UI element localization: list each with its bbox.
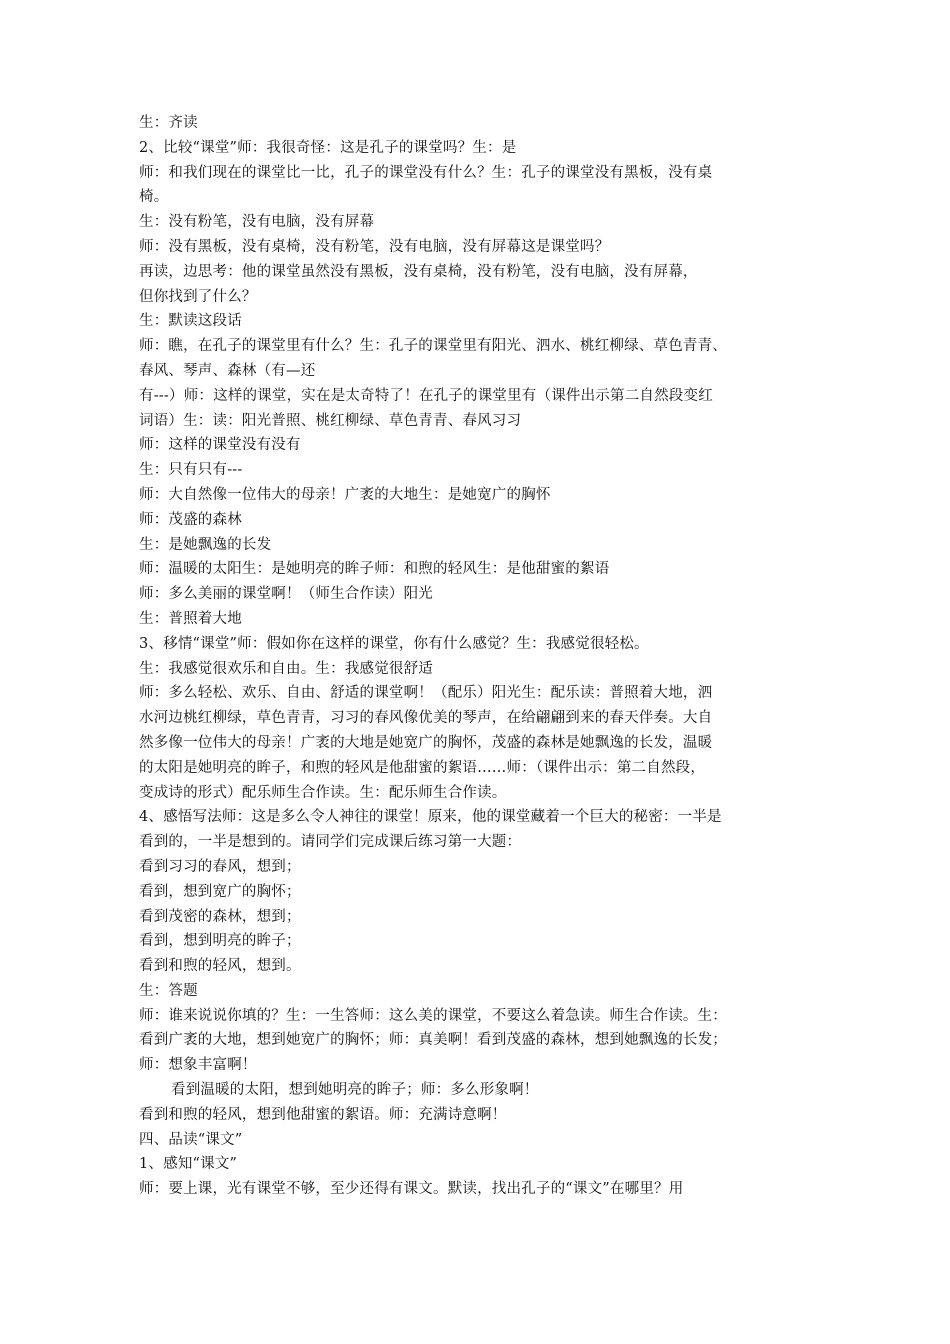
text-line: 看到温暖的太阳，想到她明亮的眸子；师：多么形象啊！: [171, 1082, 539, 1099]
text-line: 看到，想到宽广的胸怀；: [139, 883, 301, 900]
text-line: 师：多么美丽的课堂啊！（师生合作读）阳光: [139, 586, 433, 603]
text-line: 但你找到了什么？: [139, 288, 257, 305]
text-line: 看到和煦的轻风，想到。: [139, 958, 301, 975]
text-line: 4、感悟写法师：这是多么令人神往的课堂！原来，他的课堂藏着一个巨大的秘密：一半是: [139, 809, 722, 826]
text-line: 师：大自然像一位伟大的母亲！广袤的大地生：是她宽广的胸怀: [139, 486, 551, 503]
text-line: 看到茂密的森林，想到；: [139, 908, 301, 925]
text-line: 再读，边思考：他的课堂虽然没有黑板，没有桌椅，没有粉笔，没有电脑，没有屏幕，: [139, 263, 698, 280]
text-line: 的太阳是她明亮的眸子，和煦的轻风是他甜蜜的絮语……师：（课件出示：第二自然段，: [139, 759, 706, 776]
text-line: 水河边桃红柳绿，草色青青，习习的春风像优美的琴声，在给翩翩到来的春天伴奏。大自: [139, 710, 713, 727]
text-line: 生：普照着大地: [139, 610, 242, 627]
text-line: 看到习习的春风，想到；: [139, 858, 301, 875]
text-line: 有---）师：这样的课堂，实在是太奇特了！在孔子的课堂里有（课件出示第二自然段变红: [139, 387, 713, 404]
text-line: 生：我感觉很欢乐和自由。生：我感觉很舒适: [139, 660, 433, 677]
text-line: 看到和煦的轻风，想到他甜蜜的絮语。师：充满诗意啊！: [139, 1106, 507, 1123]
text-line: 生：齐读: [139, 115, 198, 131]
text-line: 四、品读“课文”: [139, 1131, 243, 1148]
text-line: 师：没有黑板，没有桌椅，没有粉笔，没有电脑，没有屏幕这是课堂吗？: [139, 238, 610, 255]
text-line: 然多像一位伟大的母亲！广袤的大地是她宽广的胸怀，茂盛的森林是她飘逸的长发，温暖: [139, 734, 713, 751]
text-line: 看到，想到明亮的眸子；: [139, 933, 301, 950]
text-line: 变成诗的形式）配乐师生合作读。生：配乐师生合作读。: [139, 784, 507, 801]
text-line: 师：多么轻松、欢乐、自由、舒适的课堂啊！（配乐）阳光生：配乐读：普照着大地，泗: [139, 685, 713, 702]
text-line: 词语）生：读：阳光普照、桃红柳绿、草色青青、春风习习: [139, 412, 522, 429]
text-line: 3、移情“课堂”师：假如你在这样的课堂，你有什么感觉？生：我感觉很轻松。: [139, 635, 649, 652]
text-line: 生：是她飘逸的长发: [139, 536, 272, 553]
text-line: 师：温暖的太阳生：是她明亮的眸子师：和煦的轻风生：是他甜蜜的絮语: [139, 561, 610, 578]
text-line: 1、感知“课文”: [139, 1156, 238, 1173]
text-line: 春风、琴声、森林（有—还: [139, 362, 316, 379]
text-line: 生：答题: [139, 982, 198, 999]
text-line: 师：谁来说说你填的？生：一生答师：这么美的课堂，不要这么着急读。师生合作读。生：: [139, 1007, 727, 1024]
document-body: [139, 111, 829, 1202]
text-line: 2、比较“课堂”师：我很奇怪：这是孔子的课堂吗？生：是: [139, 139, 517, 156]
text-line: 生：只有只有---: [139, 462, 243, 479]
text-line: 师：要上课，光有课堂不够，至少还得有课文。默读，找出孔子的“课文”在哪里？用: [139, 1181, 684, 1198]
text-line: 师：这样的课堂没有没有: [139, 437, 301, 454]
text-line: 师：茂盛的森林: [139, 511, 242, 528]
text-line: 生：默读这段话: [139, 313, 242, 330]
text-line: 椅。: [139, 189, 169, 206]
text-line: 师：瞧，在孔子的课堂里有什么？生：孔子的课堂里有阳光、泗水、桃红柳绿、草色青青、: [139, 338, 727, 355]
text-line: 看到广袤的大地，想到她宽广的胸怀；师：真美啊！看到茂盛的森林，想到她飘逸的长发；: [139, 1032, 727, 1049]
text-line: 师：想象丰富啊！: [139, 1057, 257, 1074]
text-line: 看到的，一半是想到的。请同学们完成课后练习第一大题：: [139, 834, 522, 851]
text-line: 生：没有粉笔，没有电脑，没有屏幕: [139, 214, 375, 231]
text-line: 师：和我们现在的课堂比一比，孔子的课堂没有什么？生：孔子的课堂没有黑板，没有桌: [139, 164, 713, 181]
